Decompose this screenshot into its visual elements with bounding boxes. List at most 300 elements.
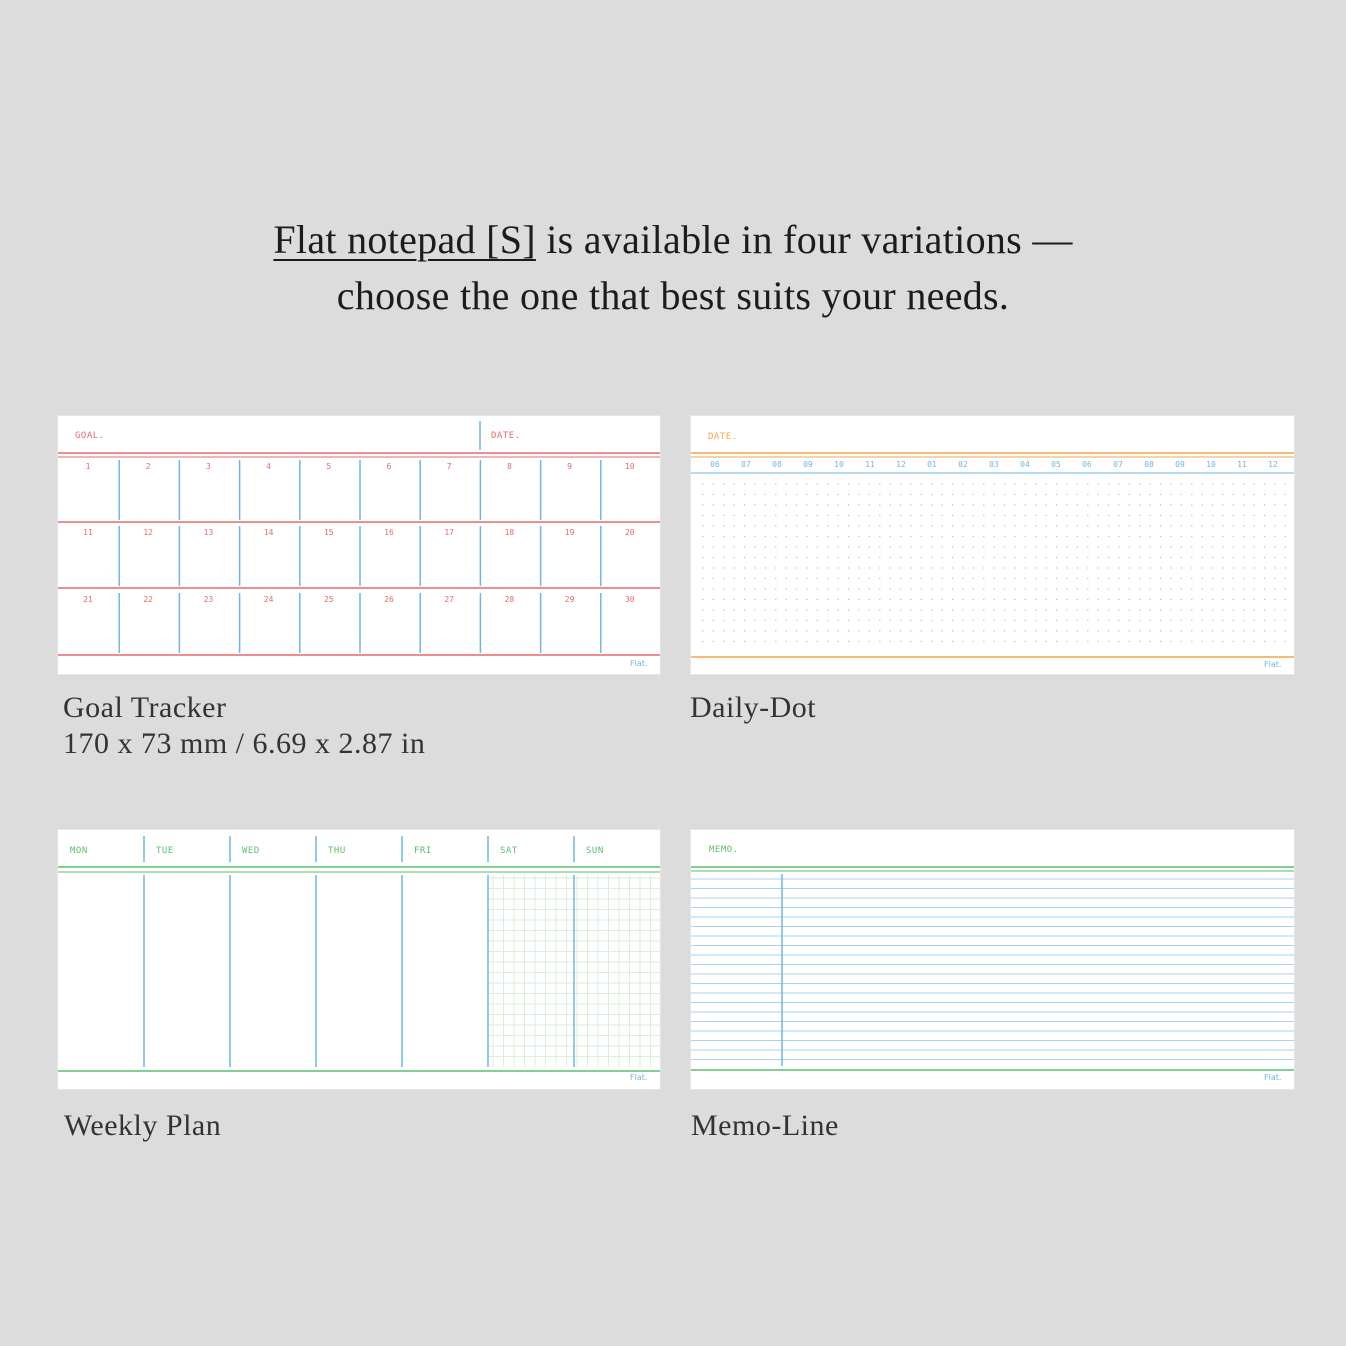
grid-dot <box>1274 536 1275 537</box>
grid-dot <box>1212 599 1213 600</box>
grid-dot <box>1243 630 1244 631</box>
grid-dot <box>734 515 735 516</box>
grid-dot <box>1181 609 1182 610</box>
grid-dot <box>765 588 766 589</box>
grid-dot <box>931 567 932 568</box>
grid-dot <box>1212 525 1213 526</box>
grid-dot <box>1066 641 1067 642</box>
grid-dot <box>1222 630 1223 631</box>
grid-dot <box>1056 641 1057 642</box>
dot-hour-label: 07 <box>1113 460 1123 469</box>
grid-dot <box>869 620 870 621</box>
grid-dot <box>786 609 787 610</box>
daily-dot-card[interactable] <box>691 416 1294 674</box>
grid-dot <box>1212 515 1213 516</box>
grid-dot <box>744 630 745 631</box>
grid-dot <box>1004 546 1005 547</box>
grid-dot <box>1108 557 1109 558</box>
grid-dot <box>962 609 963 610</box>
grid-dot <box>921 567 922 568</box>
grid-dot <box>827 620 828 621</box>
grid-dot <box>942 567 943 568</box>
grid-dot <box>1285 557 1286 558</box>
grid-dot <box>1254 557 1255 558</box>
grid-dot <box>1243 525 1244 526</box>
grid-dot <box>1243 620 1244 621</box>
grid-dot <box>1108 515 1109 516</box>
grid-dot <box>1285 536 1286 537</box>
dot-hour-label: 11 <box>1237 460 1247 469</box>
grid-dot <box>1098 504 1099 505</box>
goal-day-number: 17 <box>444 528 454 537</box>
grid-dot <box>1160 567 1161 568</box>
grid-dot <box>702 588 703 589</box>
product-link[interactable]: Flat notepad [S] <box>273 217 536 262</box>
grid-dot <box>983 599 984 600</box>
grid-dot <box>796 630 797 631</box>
grid-dot <box>1098 557 1099 558</box>
grid-dot <box>1129 494 1130 495</box>
grid-dot <box>1025 630 1026 631</box>
dot-hour-label: 01 <box>927 460 937 469</box>
grid-dot <box>1243 494 1244 495</box>
grid-dot <box>838 504 839 505</box>
grid-dot <box>775 536 776 537</box>
grid-dot <box>973 620 974 621</box>
grid-dot <box>1066 567 1067 568</box>
grid-dot <box>1108 546 1109 547</box>
grid-dot <box>806 620 807 621</box>
grid-dot <box>1118 599 1119 600</box>
memo-line-card[interactable] <box>691 830 1294 1089</box>
dot-hour-label: 09 <box>1175 460 1185 469</box>
grid-dot <box>1191 620 1192 621</box>
grid-dot <box>1181 504 1182 505</box>
grid-dot <box>1274 525 1275 526</box>
grid-dot <box>1129 483 1130 484</box>
grid-dot <box>806 483 807 484</box>
grid-dot <box>1129 599 1130 600</box>
grid-dot <box>1202 588 1203 589</box>
grid-dot <box>858 515 859 516</box>
grid-dot <box>1264 599 1265 600</box>
grid-dot <box>1191 557 1192 558</box>
grid-dot <box>1087 620 1088 621</box>
grid-dot <box>1233 599 1234 600</box>
grid-dot <box>952 630 953 631</box>
week-brand-mark: Flat. <box>630 1073 648 1082</box>
grid-dot <box>775 630 776 631</box>
grid-dot <box>1108 483 1109 484</box>
grid-dot <box>1243 588 1244 589</box>
grid-dot <box>1150 609 1151 610</box>
grid-dot <box>817 588 818 589</box>
grid-dot <box>1139 557 1140 558</box>
grid-dot <box>994 567 995 568</box>
grid-dot <box>1066 494 1067 495</box>
grid-dot <box>1274 546 1275 547</box>
grid-dot <box>1274 588 1275 589</box>
grid-dot <box>827 504 828 505</box>
grid-dot <box>1014 483 1015 484</box>
grid-dot <box>1014 557 1015 558</box>
grid-dot <box>796 588 797 589</box>
grid-dot <box>713 620 714 621</box>
weekday-label: TUE <box>156 846 174 856</box>
grid-dot <box>1087 641 1088 642</box>
grid-dot <box>1285 546 1286 547</box>
grid-dot <box>817 557 818 558</box>
grid-dot <box>786 557 787 558</box>
grid-dot <box>1046 525 1047 526</box>
grid-dot <box>775 483 776 484</box>
grid-dot <box>1181 515 1182 516</box>
grid-dot <box>910 609 911 610</box>
grid-dot <box>1254 525 1255 526</box>
grid-dot <box>827 567 828 568</box>
grid-dot <box>723 630 724 631</box>
grid-dot <box>817 599 818 600</box>
grid-dot <box>1118 630 1119 631</box>
grid-dot <box>1056 504 1057 505</box>
grid-dot <box>1191 546 1192 547</box>
grid-dot <box>817 567 818 568</box>
grid-dot <box>952 578 953 579</box>
grid-dot <box>1170 599 1171 600</box>
memo-label: MEMO. <box>709 845 739 855</box>
grid-dot <box>1139 599 1140 600</box>
grid-dot <box>1274 578 1275 579</box>
goal-day-number: 6 <box>386 462 392 471</box>
grid-dot <box>723 567 724 568</box>
grid-dot <box>931 641 932 642</box>
grid-dot <box>1150 483 1151 484</box>
grid-dot <box>910 483 911 484</box>
grid-dot <box>1243 483 1244 484</box>
grid-dot <box>1056 546 1057 547</box>
grid-dot <box>1212 609 1213 610</box>
goal-day-number: 19 <box>564 528 575 537</box>
grid-dot <box>1098 525 1099 526</box>
grid-dot <box>1077 483 1078 484</box>
grid-dot <box>1056 557 1057 558</box>
grid-dot <box>1212 620 1213 621</box>
grid-dot <box>910 504 911 505</box>
grid-dot <box>994 504 995 505</box>
grid-dot <box>1170 609 1171 610</box>
grid-dot <box>1014 620 1015 621</box>
grid-dot <box>1254 578 1255 579</box>
grid-dot <box>817 578 818 579</box>
grid-dot <box>827 536 828 537</box>
grid-dot <box>1150 620 1151 621</box>
grid-dot <box>765 504 766 505</box>
grid-dot <box>702 609 703 610</box>
grid-dot <box>952 536 953 537</box>
grid-dot <box>765 641 766 642</box>
grid-dot <box>702 599 703 600</box>
grid-dot <box>786 536 787 537</box>
grid-dot <box>1222 620 1223 621</box>
grid-dot <box>1181 630 1182 631</box>
grid-dot <box>1098 567 1099 568</box>
grid-dot <box>1285 588 1286 589</box>
grid-dot <box>702 483 703 484</box>
grid-dot <box>910 599 911 600</box>
grid-dot <box>931 588 932 589</box>
grid-dot <box>983 557 984 558</box>
grid-dot <box>952 515 953 516</box>
grid-dot <box>858 504 859 505</box>
grid-dot <box>744 578 745 579</box>
dot-hour-label: 10 <box>1206 460 1216 469</box>
grid-dot <box>734 494 735 495</box>
grid-dot <box>931 609 932 610</box>
grid-dot <box>900 630 901 631</box>
grid-dot <box>1254 588 1255 589</box>
grid-dot <box>796 578 797 579</box>
grid-dot <box>744 641 745 642</box>
grid-dot <box>734 567 735 568</box>
grid-dot <box>1035 578 1036 579</box>
grid-dot <box>921 515 922 516</box>
grid-dot <box>1191 536 1192 537</box>
grid-dot <box>817 609 818 610</box>
grid-dot <box>754 515 755 516</box>
grid-dot <box>879 578 880 579</box>
grid-dot <box>1056 599 1057 600</box>
grid-dot <box>1202 599 1203 600</box>
grid-dot <box>1118 483 1119 484</box>
grid-dot <box>1118 494 1119 495</box>
grid-dot <box>723 588 724 589</box>
grid-dot <box>910 630 911 631</box>
grid-dot <box>1046 630 1047 631</box>
grid-dot <box>796 609 797 610</box>
grid-dot <box>983 483 984 484</box>
grid-dot <box>1170 578 1171 579</box>
grid-dot <box>1087 609 1088 610</box>
grid-dot <box>775 599 776 600</box>
grid-dot <box>983 609 984 610</box>
grid-dot <box>1046 578 1047 579</box>
grid-dot <box>1077 630 1078 631</box>
grid-dot <box>1264 483 1265 484</box>
grid-dot <box>1087 525 1088 526</box>
grid-dot <box>734 557 735 558</box>
grid-dot <box>1160 609 1161 610</box>
grid-dot <box>1170 641 1171 642</box>
grid-dot <box>1108 630 1109 631</box>
grid-dot <box>1129 536 1130 537</box>
goal-day-number: 29 <box>564 595 575 604</box>
memo-line-caption <box>691 1108 839 1144</box>
grid-dot <box>921 504 922 505</box>
grid-dot <box>1233 641 1234 642</box>
grid-dot <box>900 546 901 547</box>
grid-dot <box>702 557 703 558</box>
grid-dot <box>765 536 766 537</box>
grid-dot <box>744 525 745 526</box>
grid-dot <box>879 525 880 526</box>
grid-dot <box>900 557 901 558</box>
grid-dot <box>1066 546 1067 547</box>
grid-dot <box>869 515 870 516</box>
grid-dot <box>1212 494 1213 495</box>
grid-dot <box>817 483 818 484</box>
grid-dot <box>1014 609 1015 610</box>
grid-dot <box>1285 483 1286 484</box>
grid-dot <box>765 620 766 621</box>
grid-dot <box>973 525 974 526</box>
grid-dot <box>1150 515 1151 516</box>
dot-hour-label: 06 <box>1082 460 1092 469</box>
grid-dot <box>734 641 735 642</box>
grid-dot <box>1191 483 1192 484</box>
grid-dot <box>973 588 974 589</box>
grid-dot <box>754 641 755 642</box>
grid-dot <box>1066 504 1067 505</box>
grid-dot <box>858 641 859 642</box>
grid-dot <box>1254 630 1255 631</box>
grid-dot <box>1087 483 1088 484</box>
grid-dot <box>879 620 880 621</box>
grid-dot <box>1274 515 1275 516</box>
grid-dot <box>1108 536 1109 537</box>
grid-dot <box>1004 599 1005 600</box>
grid-dot <box>713 525 714 526</box>
grid-dot <box>786 483 787 484</box>
grid-dot <box>765 483 766 484</box>
grid-dot <box>962 588 963 589</box>
grid-dot <box>1025 641 1026 642</box>
grid-dot <box>713 599 714 600</box>
grid-dot <box>1285 609 1286 610</box>
grid-dot <box>858 630 859 631</box>
grid-dot <box>848 578 849 579</box>
weekly-plan-caption <box>64 1108 221 1144</box>
grid-dot <box>1202 536 1203 537</box>
grid-dot <box>952 557 953 558</box>
grid-dot <box>1170 536 1171 537</box>
grid-dot <box>1160 557 1161 558</box>
grid-dot <box>1254 567 1255 568</box>
grid-dot <box>1233 494 1234 495</box>
grid-dot <box>952 567 953 568</box>
grid-dot <box>1222 578 1223 579</box>
grid-dot <box>796 567 797 568</box>
grid-dot <box>827 588 828 589</box>
grid-dot <box>931 546 932 547</box>
weekly-plan-grid <box>58 830 660 1089</box>
grid-dot <box>848 494 849 495</box>
grid-dot <box>1098 483 1099 484</box>
grid-dot <box>1098 599 1099 600</box>
grid-dot <box>1254 515 1255 516</box>
grid-dot <box>1150 525 1151 526</box>
grid-dot <box>1212 567 1213 568</box>
grid-dot <box>754 578 755 579</box>
grid-dot <box>1077 588 1078 589</box>
grid-dot <box>931 630 932 631</box>
grid-dot <box>890 609 891 610</box>
grid-dot <box>1212 641 1213 642</box>
grid-dot <box>1108 578 1109 579</box>
grid-dot <box>869 599 870 600</box>
grid-dot <box>1274 483 1275 484</box>
grid-dot <box>1233 578 1234 579</box>
grid-dot <box>1254 620 1255 621</box>
grid-dot <box>775 504 776 505</box>
grid-dot <box>879 494 880 495</box>
grid-dot <box>973 494 974 495</box>
grid-dot <box>786 641 787 642</box>
grid-dot <box>723 546 724 547</box>
grid-dot <box>848 515 849 516</box>
grid-dot <box>786 525 787 526</box>
grid-dot <box>817 515 818 516</box>
grid-dot <box>1139 641 1140 642</box>
grid-dot <box>1274 630 1275 631</box>
grid-dot <box>1108 525 1109 526</box>
grid-dot <box>702 546 703 547</box>
grid-dot <box>1014 630 1015 631</box>
grid-dot <box>952 546 953 547</box>
grid-dot <box>942 620 943 621</box>
grid-dot <box>879 588 880 589</box>
grid-dot <box>942 504 943 505</box>
grid-dot <box>1170 620 1171 621</box>
grid-dot <box>1118 609 1119 610</box>
grid-dot <box>806 525 807 526</box>
grid-dot <box>1170 588 1171 589</box>
grid-dot <box>1025 578 1026 579</box>
grid-dot <box>744 546 745 547</box>
weekly-plan-card[interactable] <box>58 830 660 1089</box>
grid-dot <box>1150 494 1151 495</box>
grid-dot <box>1056 525 1057 526</box>
dot-hour-label: 05 <box>1051 460 1061 469</box>
grid-dot <box>806 546 807 547</box>
grid-dot <box>1160 494 1161 495</box>
grid-dot <box>734 536 735 537</box>
grid-dot <box>765 515 766 516</box>
grid-dot <box>942 641 943 642</box>
grid-dot <box>1077 525 1078 526</box>
grid-dot <box>838 588 839 589</box>
goal-tracker-card[interactable] <box>58 416 660 674</box>
grid-dot <box>1181 525 1182 526</box>
grid-dot <box>1014 578 1015 579</box>
grid-dot <box>910 515 911 516</box>
grid-dot <box>1191 609 1192 610</box>
grid-dot <box>1264 536 1265 537</box>
grid-dot <box>713 578 714 579</box>
grid-dot <box>900 578 901 579</box>
grid-dot <box>858 525 859 526</box>
grid-dot <box>1129 641 1130 642</box>
grid-dot <box>1098 578 1099 579</box>
grid-dot <box>921 641 922 642</box>
grid-dot <box>1098 588 1099 589</box>
goal-day-number: 9 <box>567 462 572 471</box>
goal-day-number: 22 <box>143 595 153 604</box>
grid-dot <box>713 641 714 642</box>
grid-dot <box>1160 515 1161 516</box>
grid-dot <box>1035 557 1036 558</box>
grid-dot <box>1160 504 1161 505</box>
grid-dot <box>786 588 787 589</box>
